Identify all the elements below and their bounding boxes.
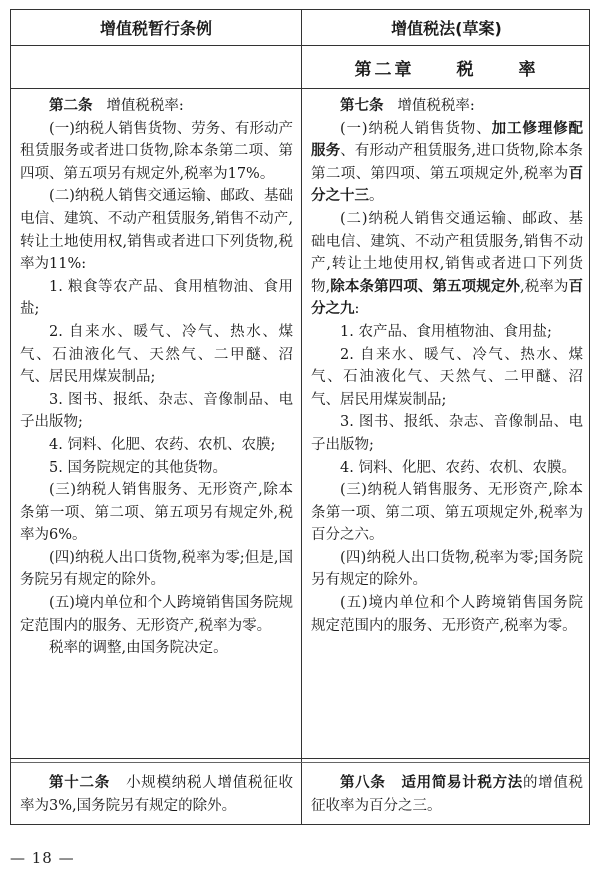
article-intro: 增值税税率: (106, 98, 184, 114)
item-1: 1. 农产品、食用植物油、食用盐; (340, 323, 552, 340)
highlight-added: 加工修理修配服务 (311, 120, 583, 160)
section-divider-top (11, 758, 589, 759)
item-4: 4. 饲料、化肥、农药、农机、农膜。 (340, 459, 576, 476)
item-1: 1. 粮食等农产品、食用植物油、食用盐; (20, 278, 293, 318)
chapter-divider (11, 88, 589, 89)
left-article-12 (11, 772, 301, 817)
chapter-word-1: 税 (456, 59, 477, 80)
section-divider-bottom (11, 762, 589, 763)
clause-4: (四)纳税人出口货物,税率为零;但是,国务院另有规定的除外。 (20, 549, 293, 589)
item-2: 2. 自来水、暖气、冷气、热水、煤气、石油液化气、天然气、二甲醚、沼气、居民用煤炭制品; (20, 323, 293, 386)
highlight-added: 适用简易计税方法 (401, 775, 523, 791)
clause-6: 税率的调整,由国务院决定。 (49, 640, 228, 657)
page-number: — 18 — (10, 849, 75, 867)
item-3: 3. 图书、报纸、杂志、音像制品、电子出版物; (20, 391, 293, 431)
clause-1: (一)纳税人销售货物、劳务、有形动产租赁服务或者进口货物,除本条第二项、第四项、第五项另有规定外,税率为17%。 (20, 120, 293, 182)
clause-4: (四)纳税人出口货物,税率为零;国务院另有规定的除外。 (311, 549, 583, 589)
article-heading (311, 95, 583, 118)
item-3: 3. 图书、报纸、杂志、音像制品、电子出版物; (311, 414, 583, 453)
header-current-regulation: 增值税暂行条例 (99, 19, 212, 38)
clause-5: (五)境内单位和个人跨境销售国务院规定范围内的服务、无形资产,税率为零。 (20, 595, 293, 634)
article-heading (20, 95, 293, 118)
article-intro: 增值税税率: (397, 98, 475, 114)
item-5: 5. 国务院规定的其他货物。 (49, 459, 227, 476)
article-number: 第七条 (340, 98, 384, 114)
item-2: 2. 自来水、暖气、冷气、热水、煤气、石油液化气、天然气、二甲醚、沼气、居民用煤炭制品; (311, 346, 583, 408)
article-text: 第十二条 小规模纳税人增值税征收率为3%,国务院另有规定的除外。 (20, 775, 294, 814)
clause-3: (三)纳税人销售服务、无形资产,除本条第一项、第二项、第五项另有规定外,税率为6%。 (20, 482, 293, 544)
chapter-word-2: 率 (518, 59, 539, 80)
right-article-7 (302, 95, 591, 637)
clause-2: (二)纳税人销售交通运输、邮政、基础电信、建筑、不动产租赁服务,销售不动产,转让土地使用权,销售或者进口下列货物,除本条第四项、第五项规定外,税率为百分之九: (311, 210, 583, 318)
item-4: 4. 饲料、化肥、农药、农机、农膜; (49, 436, 276, 453)
clause-1: (一)纳税人销售货物、加工修理修配服务、有形动产租赁服务,进口货物,除本条第二项、第四项、第五项规定外,税率为百分之十三。 (311, 120, 583, 205)
article-number: 第十二条 (49, 775, 110, 791)
left-article-2 (11, 95, 301, 660)
clause-5: (五)境内单位和个人跨境销售国务院规定范围内的服务、无形资产,税率为零。 (311, 595, 583, 634)
clause-3: (三)纳税人销售服务、无形资产,除本条第一项、第二项、第五项规定外,税率为百分之六。 (311, 482, 583, 544)
comparison-table (10, 9, 590, 825)
right-article-8 (302, 772, 591, 817)
chapter-number: 第二章 (354, 59, 415, 80)
highlight-added: 除本条第四项、第五项规定外 (330, 278, 521, 295)
highlight-rate: 百分之九 (311, 278, 583, 318)
article-text: 第八条 适用简易计税方法的增值税征收率为百分之三。 (311, 775, 584, 814)
article-number: 第八条 (340, 775, 386, 791)
chapter-title (302, 46, 591, 88)
header-draft-law: 增值税法(草案) (391, 19, 502, 38)
article-number: 第二条 (49, 98, 93, 114)
clause-2: (二)纳税人销售交通运输、邮政、基础电信、建筑、不动产租赁服务,销售不动产,转让土地使用权,销售或者进口下列货物,税率为11%: (20, 188, 293, 273)
highlight-rate: 百分之十三 (311, 165, 583, 205)
